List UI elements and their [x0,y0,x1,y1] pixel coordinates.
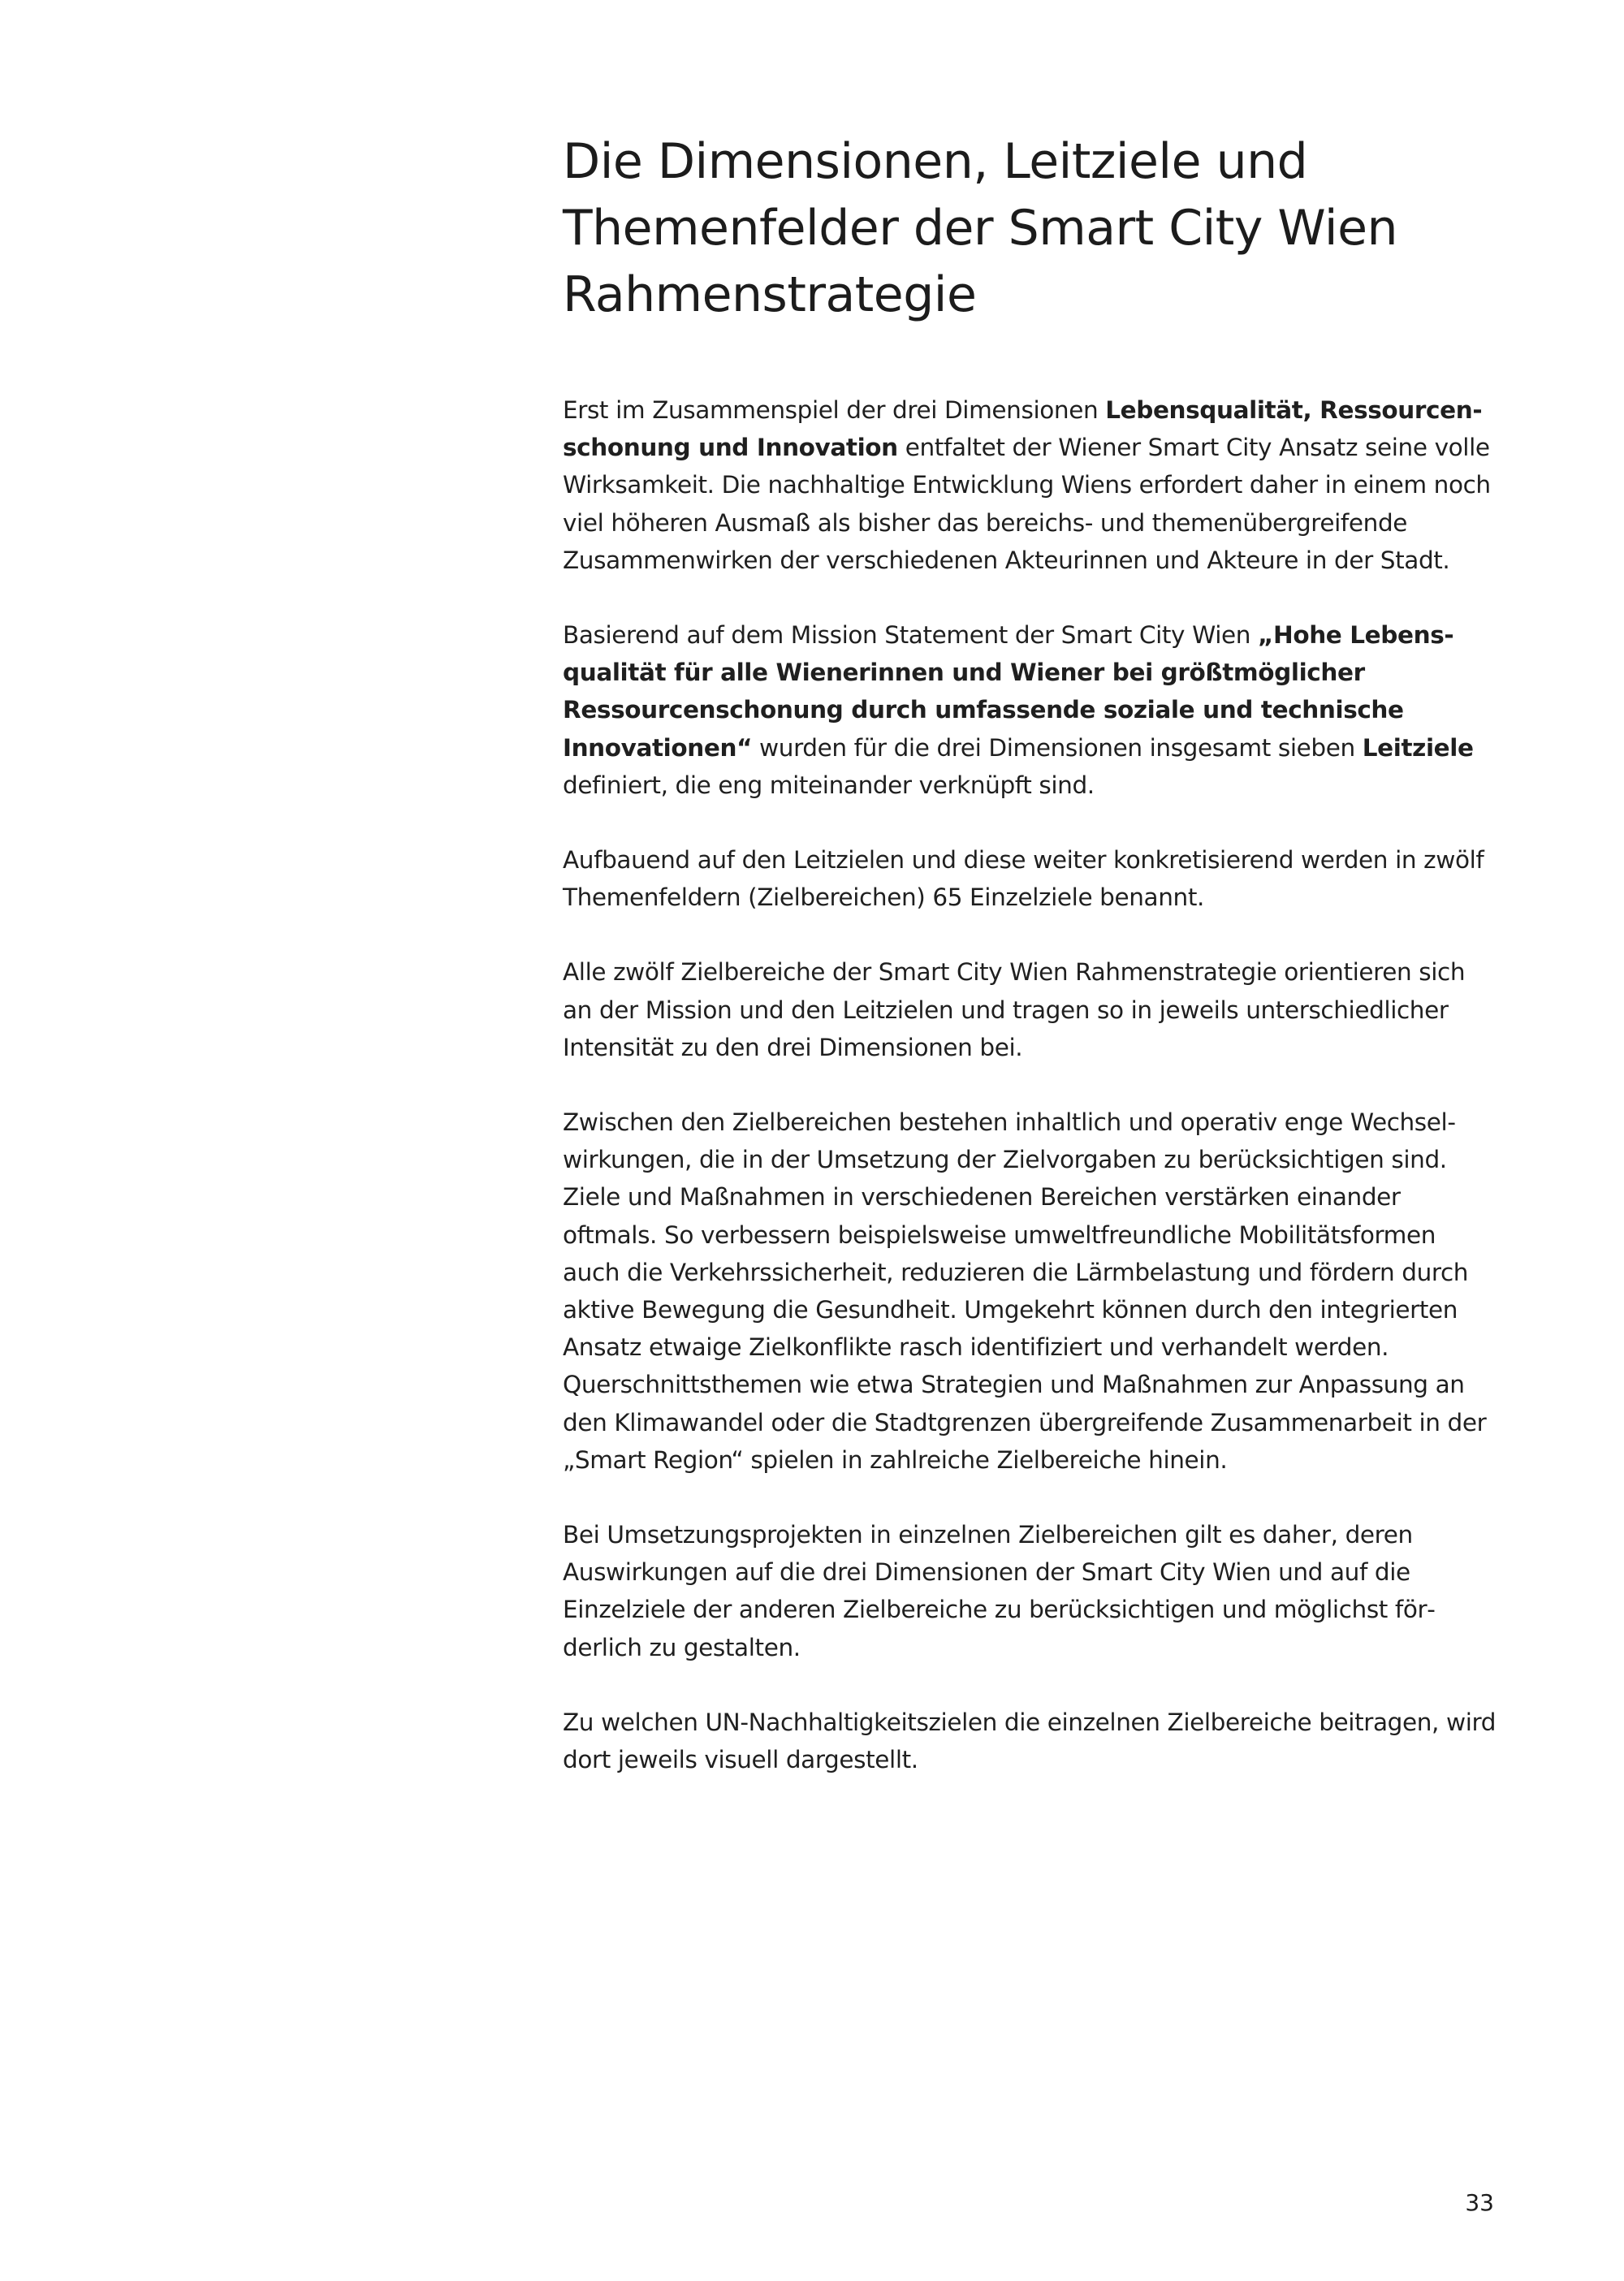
paragraph-themenfelder: Aufbauend auf den Leitzielen und diese weiter konkretisierend werden in zwölf Themenfeldern (Zielbereichen) 65 Einzelziele benannt. [563,846,1484,912]
page-number: 33 [1465,2189,1494,2216]
paragraph-un-nachhaltigkeitsziele: Zu welchen UN-Nachhaltigkeitszielen die einzelnen Zielbereiche beitragen, wird dort jeweils visuell dargestellt. [563,1708,1497,1774]
text-run: entfaltet der Wiener Smart City Ansatz seine volle Wirksamkeit. Die nachhaltige Entwicklung Wiens erfordert daher in einem noch viel höheren Ausmaß als bisher das bereichs- und themenübergreifende Zusammenwirken der verschiedenen Akteurinnen und Akteure in der Stadt. [563,434,1491,574]
text-run: definiert, die eng miteinander verknüpft sind. [563,771,1095,799]
text-run: Erst im Zusammenspiel der drei Dimensionen [563,396,1106,424]
bold-text-run: Leitziele [1362,733,1474,762]
paragraph-mission-statement [563,616,1497,804]
paragraph-umsetzungsprojekte: Bei Umsetzungsprojekten in einzelnen Zielbereichen gilt es daher, deren Auswirkungen auf die drei Dimensionen der Smart City Wien und auf die Einzelziele der anderen Zielbereiche zu berücksichtigen und möglichst förderlich zu gestalten. [563,1521,1436,1661]
paragraph-dimensions [563,391,1497,579]
page-title [563,128,1497,328]
paragraph-wechselwirkungen: Zwischen den Zielbereichen bestehen inhaltlich und operativ enge Wechselwirkungen, die in der Umsetzung der Zielvorgaben zu berücksichtigen sind. Ziele und Maßnahmen in verschiedenen Bereichen verstärken einander oftmals. So verbessern beispielsweise umweltfreundliche Mobilitätsformen auch die Verkehrssicherheit, reduzieren die Lärmbelastung und fördern durch aktive Bewegung die Gesundheit. Umgekehrt können durch den integrierten Ansatz etwaige Zielkonflikte rasch identifiziert und verhandelt werden. Querschnittsthemen wie etwa Strategien und Maßnahmen zur Anpassung an den Klimawandel oder die Stadtgrenzen übergreifende Zusammenarbeit in der „Smart Region“ spielen in zahlreiche Zielbereiche hinein. [563,1108,1487,1474]
page-title-line-2: Themenfelder der Smart City Wien [563,200,1398,257]
text-run: wurden für die drei Dimensionen insgesamt sieben [752,733,1363,762]
bold-text-run: „Hohe Lebensqualität für alle Wienerinnen und Wiener bei größtmöglicher Ressourcenschonung durch umfassende soziale und technische Innovationen“ [563,621,1454,762]
page-title-line-3: Rahmenstrategie [563,266,977,323]
page-title-line-1: Die Dimensionen, Leitziele und [563,133,1308,190]
paragraph-zielbereiche: Alle zwölf Zielbereiche der Smart City Wien Rahmenstrategie orientieren sich an der Mission und den Leitzielen und tragen so in jeweils unterschiedlicher Intensität zu den drei Dimensionen bei. [563,958,1466,1061]
text-run: Basierend auf dem Mission Statement der Smart City Wien [563,621,1259,650]
bold-text-run: Lebensqualität, Ressourcenschonung und Innovation [563,396,1483,462]
page-content [563,128,1497,1816]
